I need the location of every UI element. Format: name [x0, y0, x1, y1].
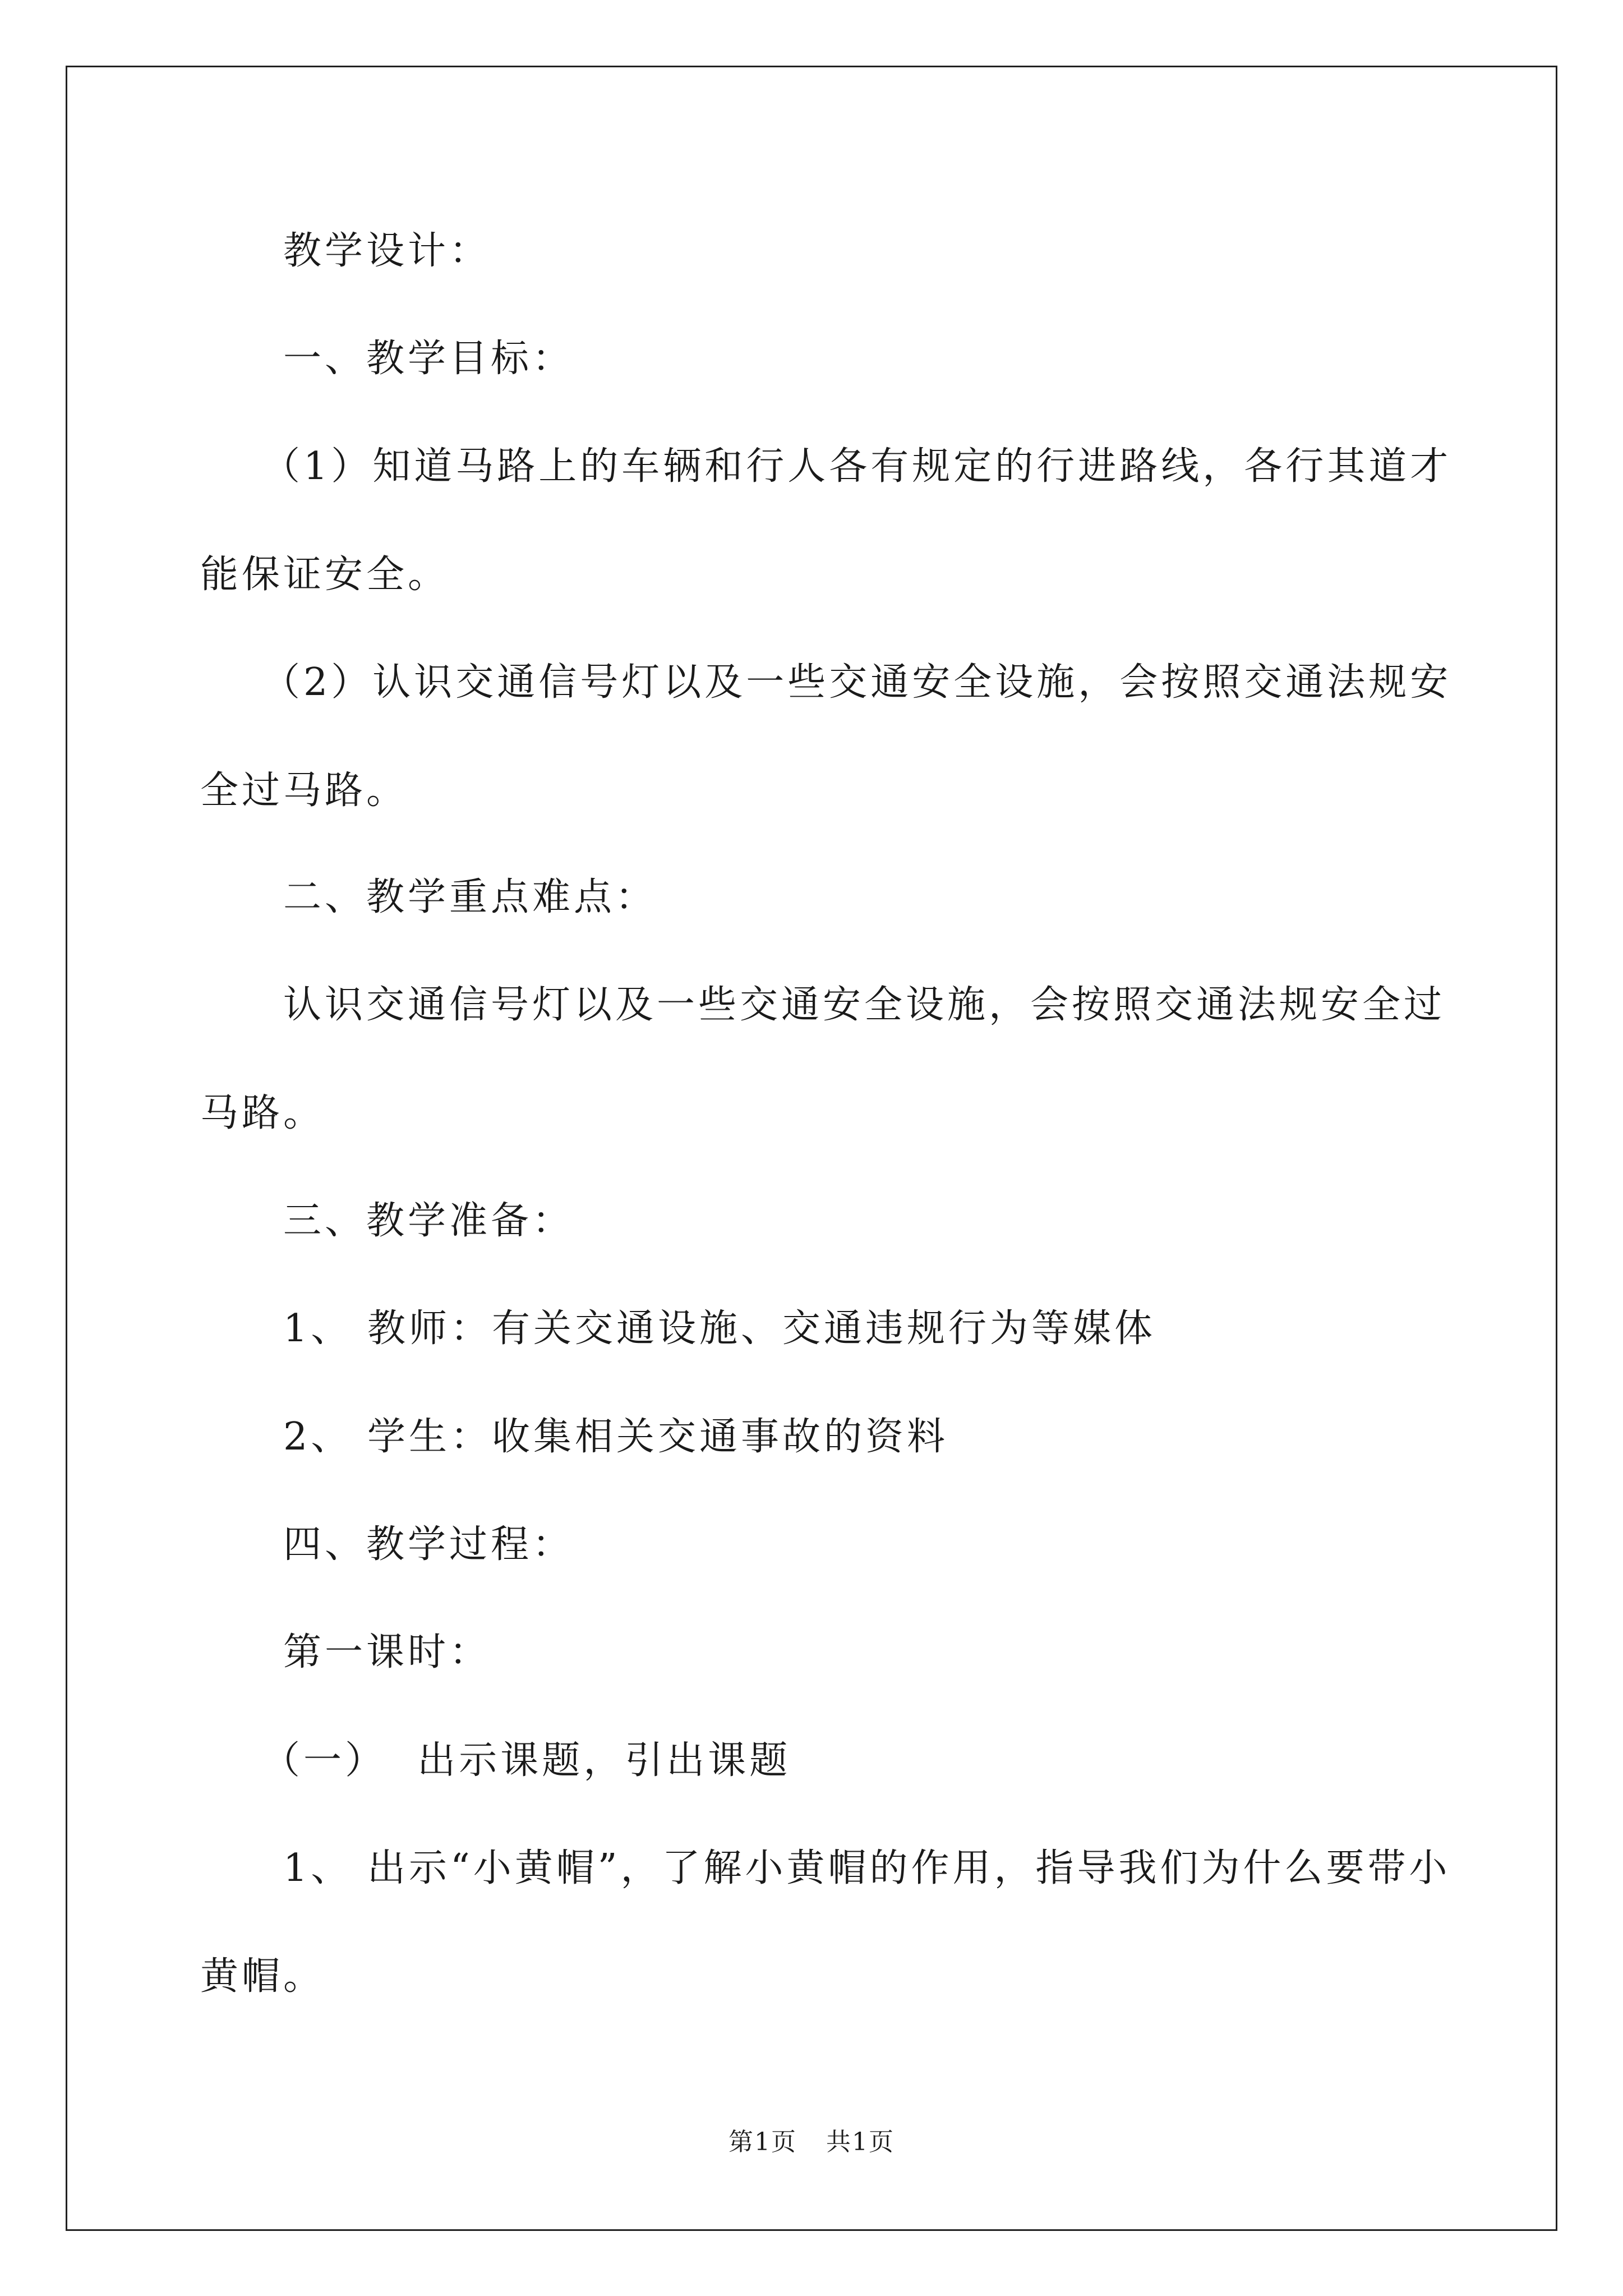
step-1-point-1-line-2: 黄帽。 — [200, 1954, 325, 1999]
section-title-key-points: 二、教学重点难点： — [283, 875, 657, 919]
section-title-objectives: 一、教学目标： — [283, 337, 574, 381]
objective-2-line-2: 全过马路。 — [200, 769, 408, 813]
page-total: 共1页 — [826, 2128, 895, 2156]
list-number: 1、 — [283, 1306, 353, 1351]
page-number: 第1页 — [728, 2128, 797, 2156]
key-points-line-2: 马路。 — [200, 1091, 325, 1135]
objective-1-line-1: （1）知道马路上的车辆和行人各有规定的行进路线，各行其道才 — [262, 444, 1452, 489]
list-text: 学生：收集相关交通事故的资料 — [367, 1415, 949, 1459]
objective-2-line-1: （2）认识交通信号灯以及一些交通安全设施，会按照交通法规安 — [262, 660, 1452, 705]
section-title-preparation: 三、教学准备： — [283, 1199, 574, 1243]
key-points-line-1: 认识交通信号灯以及一些交通安全设施，会按照交通法规安全过 — [283, 983, 1446, 1027]
page-footer — [0, 2122, 1623, 2157]
lesson-label: 第一课时： — [283, 1630, 491, 1674]
step-1-point-1-line-1 — [283, 1846, 1451, 1891]
preparation-item-2 — [283, 1415, 948, 1460]
preparation-item-1 — [283, 1306, 1156, 1351]
section-title-process: 四、教学过程： — [283, 1522, 574, 1567]
page-border — [66, 66, 1557, 2231]
step-1-title: （一） 出示课题，引出课题 — [262, 1738, 791, 1783]
list-number: 2、 — [283, 1415, 353, 1459]
list-text: 出示“小黄帽”，了解小黄帽的作用，指导我们为什么要带小 — [367, 1846, 1451, 1890]
document-heading: 教学设计： — [283, 229, 491, 273]
list-number: 1、 — [283, 1846, 353, 1890]
objective-1-line-2: 能保证安全。 — [200, 553, 450, 597]
list-text: 教师：有关交通设施、交通违规行为等媒体 — [367, 1306, 1156, 1351]
